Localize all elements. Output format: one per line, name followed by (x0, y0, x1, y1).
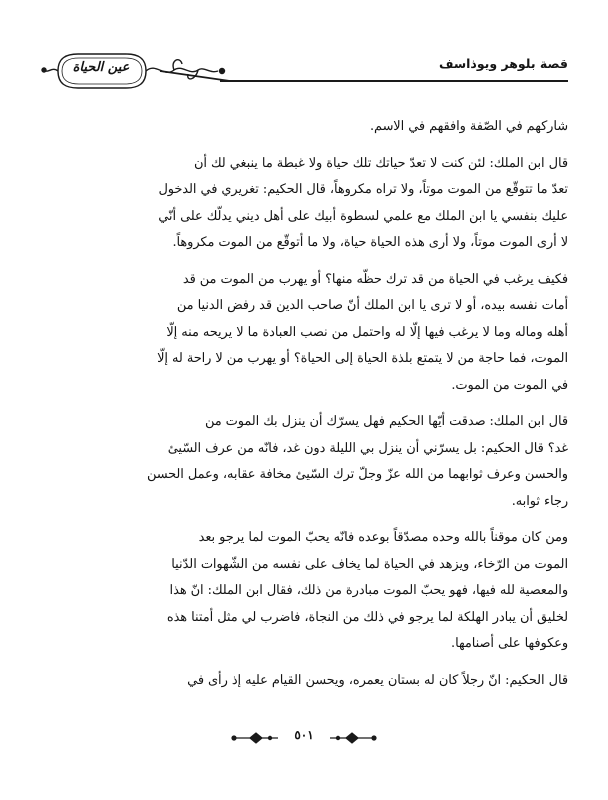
text-line: غد؟ قال الحكيم: بل يسرّني أن ينزل بي الليلة دون غد، فانّه من عرف السّيئ (167, 440, 568, 456)
paragraph (40, 668, 568, 695)
page-number: ٥٠١ (294, 728, 314, 742)
text-line: قال الحكيم: انّ رجلاً كان له بستان يعمره، ويحسن القيام عليه إذ رأى في (187, 672, 568, 688)
text-line: قال ابن الملك: صدقت أيّها الحكيم فهل يسرّك أن ينزل بك الموت من (205, 414, 568, 429)
text-line: في الموت من الموت. (451, 377, 568, 393)
text-line: والحسن وعرف ثوابهما من الله عزّ وجلّ ترك السّيئ مخافة عقابه، وعمل الحسن (146, 467, 568, 482)
text-line: فكيف يرغب في الحياة من قد ترك حظّه منها؟ أو يهرب من الموت من قد (182, 271, 568, 287)
paragraph (40, 267, 568, 400)
text-line: والمعصية لله فيها، فهو يحبّ الموت مبادرة من ذلك، فقال ابن الملك: انّ هذا (169, 583, 568, 598)
page-footer (0, 726, 608, 750)
paragraph (40, 525, 568, 658)
text-line: وعكوفها على أصنامها. (451, 636, 568, 651)
text-line: لا أرى الموت موتاً، ولا أرى هذه الحياة حياة، ولا ما أتوقّع من الموت مكروهاً. (172, 235, 568, 250)
book-title: قصة بلوهر ويوذاسف (438, 56, 568, 71)
text-line: الموت من الرّخاء، ويزهد في الحياة لما يخاف على نفسه من الشّهوات الدّنيا (171, 556, 568, 572)
text-line: رجاء ثوابه. (511, 493, 568, 509)
paragraph (40, 409, 568, 515)
header-rule (220, 80, 568, 82)
text-line: عليك بنفسي يا ابن الملك مع علمي لسطوة أبيك على أهل ديني يدلّك على أنّي (158, 208, 568, 224)
text-line: الموت، فما حاجة من لا يتمتع بلذة الحياة إلى الحياة؟ أو يهرب من لا راحة له إلّا (157, 351, 568, 366)
text-line: تعدّ ما تتوقّع من الموت موتاً، ولا تراه مكروهاً، قال الحكيم: تغريري في الدخول (158, 182, 568, 197)
chapter-title: عين الحياة (72, 60, 130, 75)
text-line: شاركهم في الصّفة وافقهم في الاسم. (369, 119, 568, 134)
text-line: ومن كان موقناً بالله وحده مصدّقاً بوعده فانّه يحبّ الموت لما يرجو بعد (198, 530, 568, 545)
text-line: لخليق أن يبادر الهلكة لما يرجو في ذلك من النجاة، فاضرب لي مثل أمتنا هذه (166, 609, 568, 625)
text-line: أهله وماله وما لا يرغب فيها إلّا له واحتمل من نصب العبادة ما لا يريحه منه إلّا (166, 324, 568, 340)
text-line: أمات نفسه بيده، أو لا ترى يا ابن الملك أنّ صاحب الدين قد رفض الدنيا من (176, 298, 568, 313)
paragraph (40, 151, 568, 257)
paragraph (40, 114, 568, 141)
page-header (40, 48, 568, 94)
text-line: قال ابن الملك: لئن كنت لا تعدّ حياتك تلك حياة ولا غبطة ما ينبغي لك أن (193, 155, 568, 171)
page-body (40, 114, 568, 704)
